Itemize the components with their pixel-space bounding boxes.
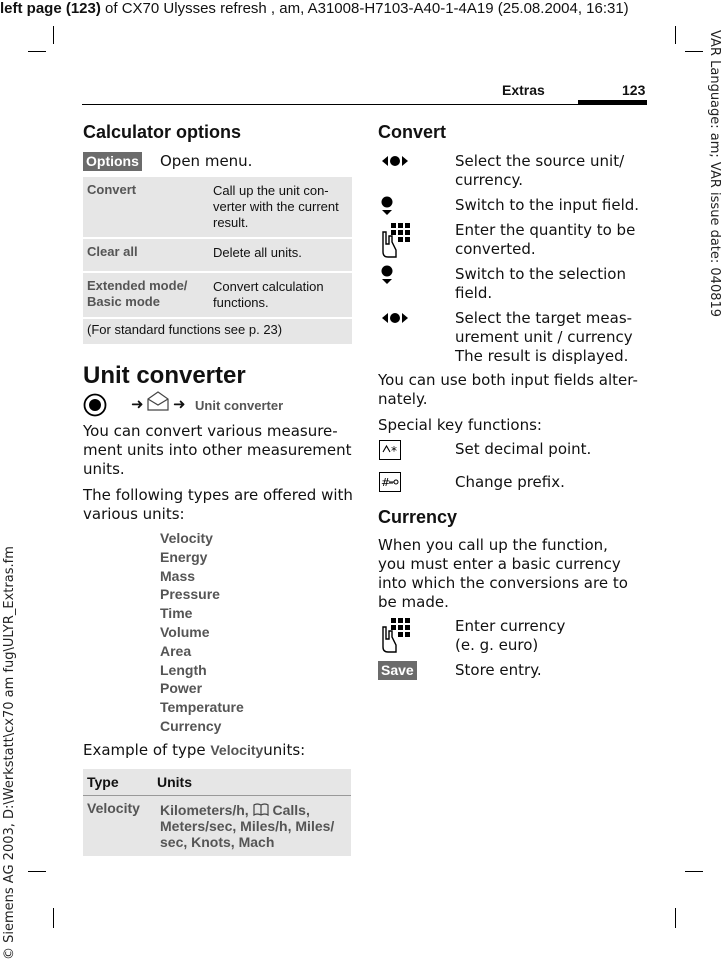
envelope-icon: [145, 389, 171, 413]
list-item: Mass: [160, 567, 196, 584]
side-note-left: [0, 546, 20, 960]
nav-down-icon: [380, 196, 394, 216]
crop-mark: [53, 908, 54, 928]
table-row: [83, 796, 351, 856]
example-prefix: Example of type: [83, 741, 211, 759]
types-list: [160, 529, 244, 736]
save-row: [378, 660, 417, 680]
nav-left-right-icon: [380, 154, 410, 168]
list-item: Velocity: [160, 530, 213, 546]
side-note-right-text: VAR Language: am; VAR issue date: 040819: [707, 30, 722, 318]
svg-text:#: #: [381, 476, 391, 489]
nav-down-icon: [380, 265, 394, 285]
list-item: Energy: [160, 548, 208, 565]
print-header-rest: of CX70 Ulysses refresh , am, A31008-H7103-A40-1-4A19 (25.08.2004, 16:31): [100, 0, 629, 17]
col-units: Units: [157, 774, 192, 790]
side-note-right: [700, 30, 725, 500]
arrow-icon: ➜: [131, 395, 144, 413]
option-value: Delete all units.: [209, 239, 352, 271]
save-softkey[interactable]: Save: [378, 661, 417, 680]
option-key: Clear all: [83, 239, 209, 271]
list-item: Currency: [160, 717, 222, 734]
star-key-text: Set decimal point.: [455, 440, 592, 458]
hash-key-icon: [379, 472, 401, 492]
options-softkey[interactable]: Options: [83, 152, 142, 171]
list-item: Area: [160, 642, 192, 659]
crop-mark: [675, 26, 676, 44]
type-table: [83, 769, 351, 856]
print-header: [0, 0, 629, 17]
step-text: Switch to the selection field.: [455, 265, 626, 302]
menu-key-icon: [83, 393, 107, 417]
list-item: Pressure: [160, 586, 220, 603]
unit-converter-heading: Unit converter: [83, 362, 246, 389]
header-tab: [578, 100, 647, 105]
row-units-part2: Calls, Meters/sec, Miles/h, Miles/ sec, Knots, Mach: [160, 802, 335, 850]
keypad-icon: [380, 617, 410, 653]
list-item: Length: [160, 661, 207, 678]
calculator-options-heading: Calculator options: [83, 122, 242, 142]
star-key-icon: [379, 440, 401, 460]
options-text: Open menu.: [160, 152, 253, 170]
option-key: Convert: [83, 177, 209, 237]
example-suffix: units:: [263, 741, 306, 759]
keypad-icon: [380, 222, 410, 258]
menu-path: [83, 393, 353, 419]
row-type: Velocity: [87, 800, 140, 816]
table-row: [83, 177, 352, 237]
book-icon: [253, 803, 269, 816]
example-line: [83, 741, 305, 760]
enter-currency-text: Enter currency (e. g. euro): [455, 617, 566, 654]
table-row: [83, 273, 352, 317]
header-rule: [82, 104, 647, 105]
crop-mark: [28, 871, 46, 872]
save-text: Store entry.: [455, 661, 542, 679]
example-type: Velocity: [210, 742, 264, 758]
side-note-left-text: © Siemens AG 2003, D:\Werkstatt\cx70 am fug\ULYR_Extras.fm: [2, 546, 17, 960]
step-text: Enter the quantity to be converted.: [455, 221, 636, 258]
hash-key-text: Change prefix.: [455, 473, 565, 491]
currency-heading: Currency: [378, 507, 458, 527]
list-item: Temperature: [160, 699, 244, 716]
options-note: (For standard functions see p. 23): [83, 319, 352, 344]
intro-paragraph: You can convert various measure-ment units into other measurement units.: [83, 422, 352, 478]
page-header: [82, 80, 647, 106]
row-units: [160, 802, 345, 850]
both-fields-paragraph: You can use both input fields alter-nately.: [378, 371, 638, 408]
option-key: Extended mode/ Basic mode: [83, 273, 209, 317]
currency-paragraph: When you call up the function, you must enter a basic currency into which the conversions are to be made.: [378, 536, 628, 611]
list-item: Volume: [160, 623, 210, 640]
step-text: Select the target meas-urement unit / currency The result is displayed.: [455, 309, 633, 365]
option-value: Call up the unit con-verter with the current result.: [209, 177, 352, 237]
table-row: [83, 239, 352, 271]
options-table: [83, 175, 352, 346]
table-header: [83, 769, 351, 796]
svg-text:*: *: [391, 444, 397, 458]
arrow-icon: ➜: [173, 395, 186, 413]
step-text: Switch to the input field.: [455, 196, 640, 214]
page-number: 123: [622, 82, 646, 98]
crop-mark: [53, 26, 54, 44]
special-keys-paragraph: Special key functions:: [378, 416, 542, 434]
step-text: Select the source unit/ currency.: [455, 152, 625, 189]
list-item: Power: [160, 680, 203, 697]
options-row: [83, 151, 142, 171]
convert-heading: Convert: [378, 122, 447, 142]
section-title: Extras: [502, 82, 545, 98]
print-header-bold: left page (123): [0, 0, 101, 17]
types-paragraph: The following types are offered with various units:: [83, 486, 353, 523]
option-value: Convert calculation functions.: [209, 273, 352, 317]
col-type: Type: [87, 774, 119, 790]
crop-mark: [685, 871, 703, 872]
list-item: Time: [160, 605, 193, 622]
crop-mark: [28, 51, 46, 52]
row-units-part1: Kilometers/h,: [160, 802, 253, 818]
table-row: [83, 319, 352, 344]
menu-path-label: Unit converter: [195, 398, 284, 413]
crop-mark: [675, 908, 676, 928]
nav-left-right-icon: [380, 311, 410, 325]
